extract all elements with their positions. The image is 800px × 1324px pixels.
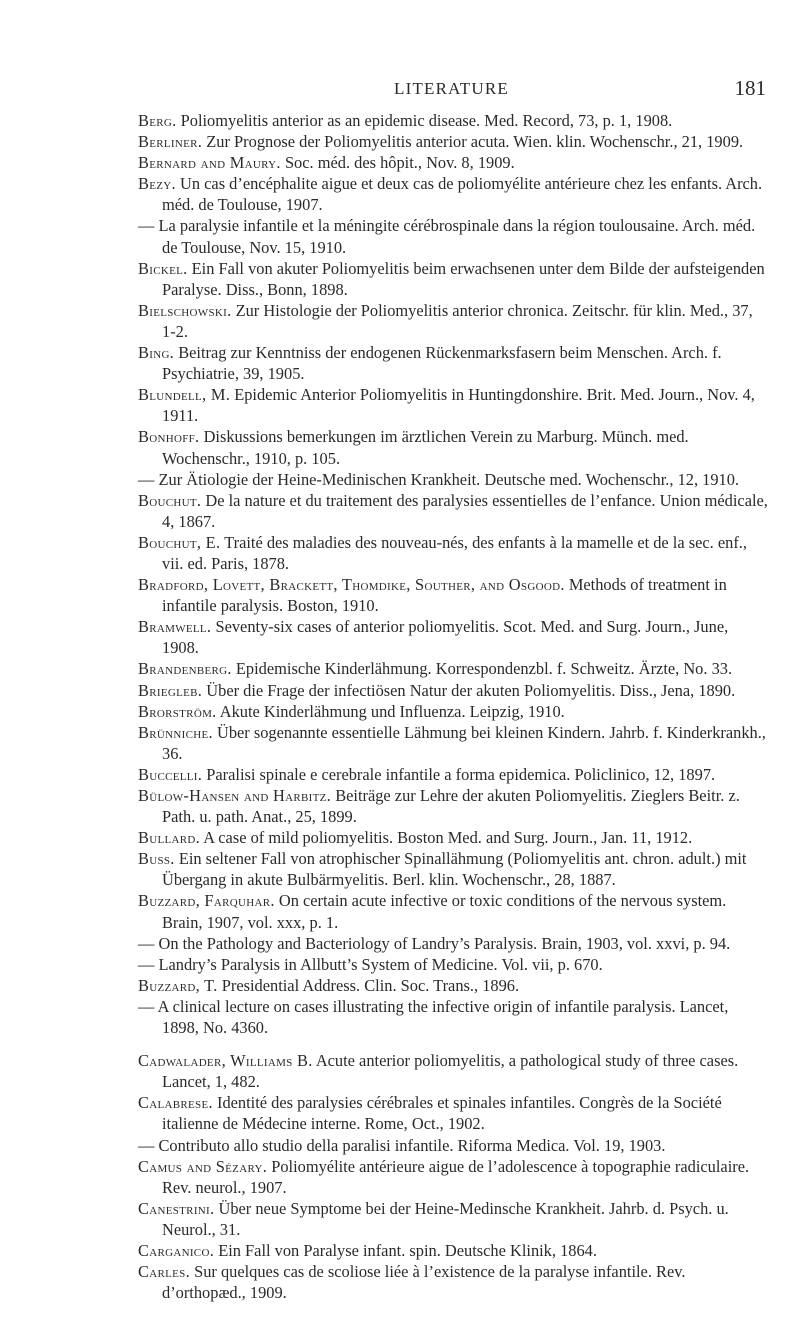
entry-text: Beiträge zur Lehre der akuten Poliomyelitis. Zieglers Beitr. z. Path. u. path. Anat., 25, 1899. (162, 786, 740, 827)
entry-author: Bradford, Lovett, Brackett, Thomdike, Souther, and Osgood. (138, 575, 565, 595)
bibliography-entry (138, 1050, 768, 1092)
entry-text: Un cas d’encéphalite aigue et deux cas de poliomyélite antérieure chez les enfants. Arch. méd. de Toulouse, 1907. (162, 174, 763, 215)
bibliography-entry (138, 384, 768, 426)
entry-text: Über die Frage der infectiösen Natur der akuten Poliomyelitis. Diss., Jena, 1890. (206, 680, 736, 700)
entry-text: De la nature et du traitement des paralysies essentielles de l’enfance. Union médicale, 4, 1867. (162, 490, 768, 531)
entry-text: — Zur Ätiologie der Heine-Medinischen Krankheit. Deutsche med. Wochenschr., 12, 1910. (138, 469, 740, 489)
bibliography-entry (138, 110, 768, 131)
entry-text: Soc. méd. des hôpit., Nov. 8, 1909. (284, 153, 515, 173)
bibliography-entry (138, 827, 768, 848)
bibliography-entry (138, 616, 768, 658)
entry-author: Bielschowski. (138, 300, 232, 320)
entry-author: Cadwalader, Williams B. (138, 1051, 313, 1071)
bibliography-entry (138, 173, 768, 215)
entry-author: Bezy. (138, 174, 176, 194)
entry-text: A case of mild poliomyelitis. Boston Med. and Surg. Journ., Jan. 11, 1912. (203, 828, 693, 848)
bibliography-entry (138, 1156, 768, 1198)
entry-text: — On the Pathology and Bacteriology of Landry’s Paralysis. Brain, 1903, vol. xxvi, p. 94. (138, 933, 731, 953)
bibliography-entry (138, 490, 768, 532)
entry-author: Camus and Sézary. (138, 1156, 268, 1176)
entry-text: Traité des maladies des nouveau-nés, des enfants à la mamelle et de la sec. enf., vii. ed. Paris, 1878. (162, 532, 747, 573)
entry-text: Presidential Address. Clin. Soc. Trans., 1896. (221, 975, 520, 995)
entry-text: Epidemische Kinderlähmung. Korrespondenzbl. f. Schweitz. Ärzte, No. 33. (235, 659, 733, 679)
entry-author: Bickel. (138, 258, 188, 278)
entry-text: Diskussions bemerkungen im ärztlichen Verein zu Marburg. Münch. med. Wochenschr., 1910, p. 105. (162, 427, 689, 468)
entry-text: Paralisi spinale e cerebrale infantile a forma epidemica. Policlinico, 12, 1897. (206, 764, 716, 784)
entry-text: — La paralysie infantile et la méningite cérébrospinale dans la région toulousaine. Arch. méd. de Toulouse, Nov. 15, 1910. (138, 216, 756, 257)
bibliography-entry (138, 300, 768, 342)
entry-author: Calabrese. (138, 1093, 213, 1113)
entry-author: Bonhoff. (138, 427, 200, 447)
entry-text: Acute anterior poliomyelitis, a pathological study of three cases. Lancet, 1, 482. (162, 1051, 739, 1092)
bibliography-entry (138, 469, 768, 490)
bibliography-entry (138, 996, 768, 1038)
bibliography-entry (138, 426, 768, 468)
entry-author: Bouchut, E. (138, 532, 221, 552)
bibliography-entry (138, 890, 768, 932)
entry-author: Bing. (138, 343, 175, 363)
entry-author: Brorström. (138, 701, 217, 721)
running-title: LITERATURE (394, 79, 509, 98)
entry-author: Brünniche. (138, 722, 213, 742)
entry-text: Poliomyélite antérieure aigue de l’adolescence à topographie radiculaire. Rev. neurol., 1907. (162, 1156, 750, 1197)
bibliography-entry (138, 258, 768, 300)
entry-text: Ein seltener Fall von atrophischer Spinallähmung (Poliomyelitis ant. chron. adult.) mit Übergang in akute Bulbärmyelitis. Berl. klin. Wochenschr., 28, 1887. (162, 849, 747, 890)
entry-author: Berliner. (138, 132, 203, 152)
page-number: 181 (734, 76, 766, 100)
bibliography-entry (138, 1198, 768, 1240)
bibliography-entry (138, 215, 768, 257)
entry-text: Identité des paralysies cérébrales et spinales infantiles. Congrès de la Société italienne de Médecine interne. Rome, Oct., 1902. (162, 1093, 722, 1134)
entry-author: Bernard and Maury. (138, 153, 281, 173)
entry-author: Carganico. (138, 1240, 215, 1260)
bibliography-entry (138, 574, 768, 616)
entry-text: Methods of treatment in infantile paralysis. Boston, 1910. (162, 575, 727, 616)
entry-author: Briegleb. (138, 680, 203, 700)
entry-text: Ein Fall von akuter Poliomyelitis beim erwachsenen unter dem Bilde der aufsteigenden Paralyse. Diss., Bonn, 1898. (162, 258, 765, 299)
running-head (137, 76, 766, 109)
entry-text: Epidemic Anterior Poliomyelitis in Huntingdonshire. Brit. Med. Journ., Nov. 4, 1911. (162, 385, 755, 426)
entry-text: Über sogenannte essentielle Lähmung bei kleinen Kindern. Jahrb. f. Kinderkrankh., 36. (162, 722, 766, 763)
entry-author: Canestrini. (138, 1198, 215, 1218)
bibliography-entry (138, 764, 768, 785)
bibliography-entry (138, 701, 768, 722)
bibliography-entry (138, 722, 768, 764)
bibliography-entry (138, 1092, 768, 1134)
entry-author: Bramwell. (138, 617, 212, 637)
bibliography-entry (138, 785, 768, 827)
entry-author: Buss. (138, 849, 175, 869)
bibliography-entry (138, 1135, 768, 1156)
entry-text: Beitrag zur Kenntniss der endogenen Rückenmarksfasern beim Menschen. Arch. f. Psychiatrie, 39, 1905. (162, 343, 722, 384)
entry-author: Berg. (138, 111, 177, 130)
bibliography-entry (138, 680, 768, 701)
entry-text: Ein Fall von Paralyse infant. spin. Deutsche Klinik, 1864. (218, 1240, 597, 1260)
entry-text: Sur quelques cas de scoliose liée à l’existence de la paralyse infantile. Rev. d’orthopæd., 1909. (162, 1262, 686, 1303)
entry-text: — Landry’s Paralysis in Allbutt’s System of Medicine. Vol. vii, p. 670. (138, 954, 603, 974)
entry-text: Zur Prognose der Poliomyelitis anterior acuta. Wien. klin. Wochenschr., 21, 1909. (206, 132, 744, 152)
entry-text: Zur Histologie der Poliomyelitis anterior chronica. Zeitschr. für klin. Med., 37, 1-2. (162, 300, 753, 341)
entry-text: On certain acute infective or toxic conditions of the nervous system. Brain, 1907, vol. xxx, p. 1. (162, 891, 727, 932)
bibliography-entry (138, 532, 768, 574)
bibliography-entry (138, 342, 768, 384)
entry-text: — Contributo allo studio della paralisi infantile. Riforma Medica. Vol. 19, 1903. (138, 1135, 666, 1155)
entry-text: Akute Kinderlähmung und Influenza. Leipzig, 1910. (219, 701, 565, 721)
bibliography-entry (138, 131, 768, 152)
entry-author: Buzzard, Farquhar. (138, 891, 275, 911)
bibliography-list (138, 110, 768, 1303)
bibliography-entry (138, 933, 768, 954)
entry-author: Bullard. (138, 828, 201, 848)
entry-author: Blundell, M. (138, 385, 231, 405)
bibliography-entry (138, 975, 768, 996)
entry-author: Brandenberg. (138, 659, 232, 679)
entry-author: Bülow-Hansen and Harbitz. (138, 786, 332, 805)
entry-text: Über neue Symptome bei der Heine-Medinsche Krankheit. Jahrb. d. Psych. u. Neurol., 31. (162, 1198, 729, 1239)
entry-author: Carles. (138, 1262, 190, 1282)
entry-text: — A clinical lecture on cases illustrating the infective origin of infantile paralysis. Lancet, 1898, No. 4360. (138, 996, 729, 1038)
bibliography-entry (138, 1261, 768, 1303)
bibliography-entry (138, 152, 768, 173)
entry-text: Poliomyelitis anterior as an epidemic disease. Med. Record, 73, p. 1, 1908. (180, 111, 673, 130)
bibliography-entry (138, 954, 768, 975)
bibliography-entry (138, 1240, 768, 1261)
entry-author: Bouchut. (138, 490, 202, 510)
bibliography-entry (138, 658, 768, 679)
entry-author: Buccelli. (138, 764, 203, 784)
entry-text: Seventy-six cases of anterior poliomyelitis. Scot. Med. and Surg. Journ., June, 1908. (162, 617, 729, 658)
entry-author: Buzzard, T. (138, 975, 218, 995)
bibliography-entry (138, 848, 768, 890)
